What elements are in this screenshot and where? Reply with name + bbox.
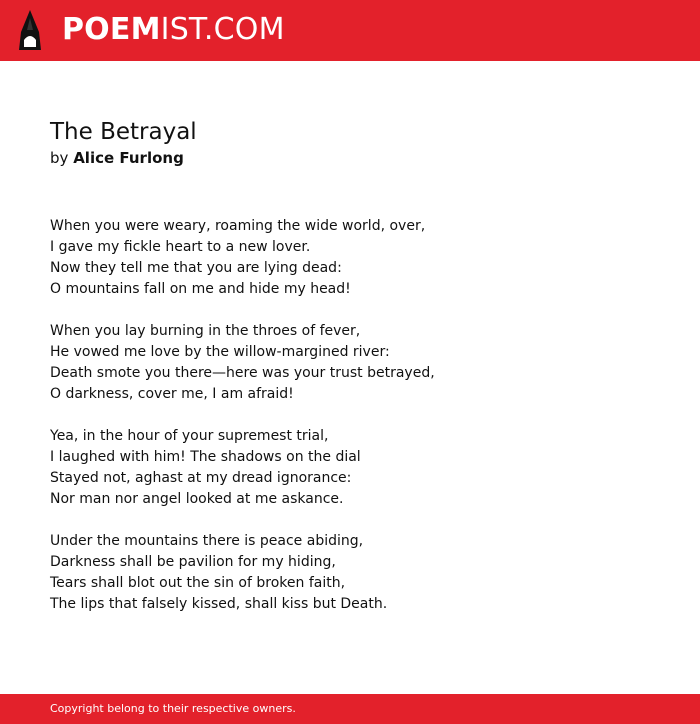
poem-line: He vowed me love by the willow-margined river: — [50, 344, 390, 360]
poem-line: Under the mountains there is peace abiding, — [50, 533, 364, 549]
poem-title: The Betrayal — [50, 119, 197, 145]
poem-line: Nor man nor angel looked at me askance. — [50, 491, 344, 507]
poem-byline — [50, 147, 670, 169]
stanza — [50, 321, 670, 405]
poem-line: I laughed with him! The shadows on the dial — [50, 449, 361, 465]
site-footer — [0, 694, 700, 724]
poem-line: Yea, in the hour of your supremest trial, — [50, 428, 329, 444]
poem-line: Now they tell me that you are lying dead: — [50, 260, 342, 276]
pen-nib-icon[interactable] — [18, 10, 42, 51]
poem-line: The lips that falsely kissed, shall kiss but Death. — [50, 596, 388, 612]
poem-line: O mountains fall on me and hide my head! — [50, 281, 351, 297]
site-header — [0, 0, 700, 61]
poem-content — [50, 117, 670, 636]
logo-text-light: IST.COM — [160, 12, 285, 47]
poem-line: When you lay burning in the throes of fever, — [50, 323, 361, 339]
poem-line: Tears shall blot out the sin of broken faith, — [50, 575, 346, 591]
poem-line: Darkness shall be pavilion for my hiding, — [50, 554, 336, 570]
poem-line: Stayed not, aghast at my dread ignorance: — [50, 470, 352, 486]
author-name: Alice Furlong — [73, 149, 184, 167]
by-label: by — [50, 149, 69, 167]
poem-line: O darkness, cover me, I am afraid! — [50, 386, 294, 402]
poem-body — [50, 216, 670, 615]
stanza — [50, 531, 670, 615]
poem-line: Death smote you there—here was your trust betrayed, — [50, 365, 435, 381]
copyright-notice: Copyright belong to their respective owners. — [50, 702, 296, 715]
logo-text-bold: POEM — [62, 12, 161, 47]
poem-line: I gave my fickle heart to a new lover. — [50, 239, 311, 255]
stanza — [50, 426, 670, 510]
site-logo[interactable] — [62, 12, 285, 48]
stanza — [50, 216, 670, 300]
poem-line: When you were weary, roaming the wide world, over, — [50, 218, 426, 234]
